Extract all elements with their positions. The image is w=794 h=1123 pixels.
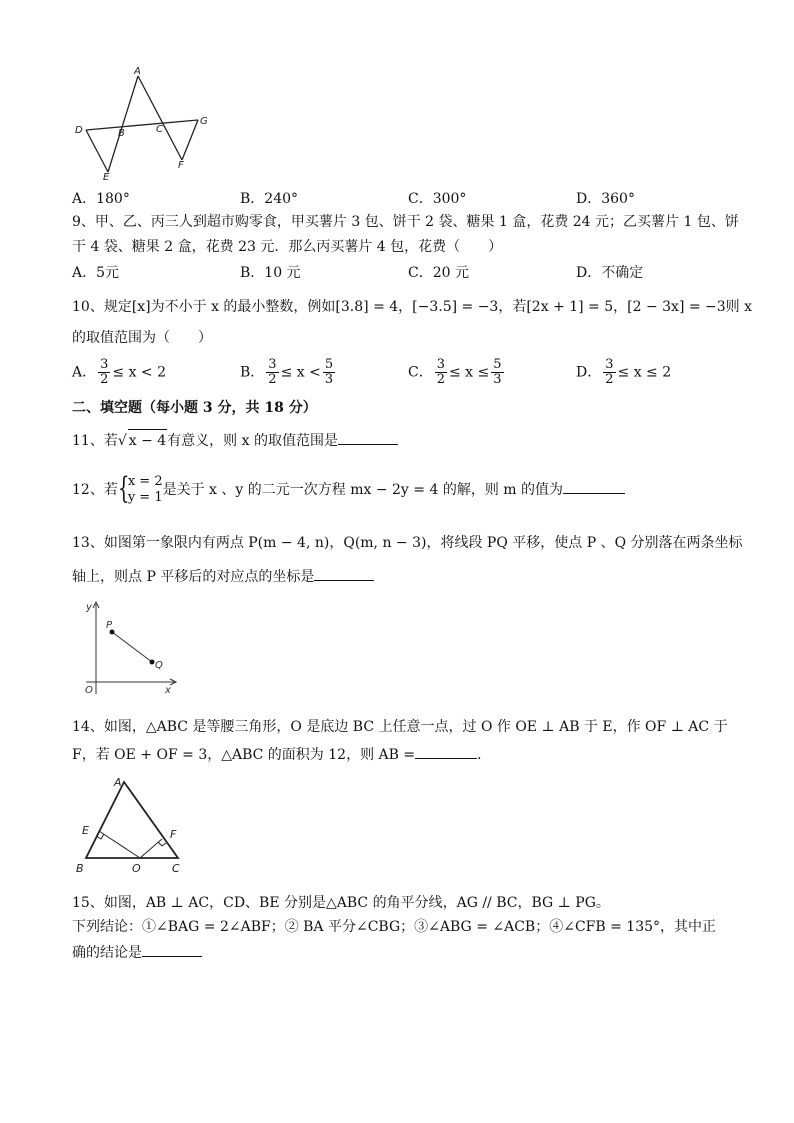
q11: 11、若√ x − 4有意义，则 x 的取值范围是 [72,429,398,452]
label-a: A [114,776,122,789]
q15-answer-blank[interactable] [142,942,202,957]
q15-line-2: 下列结论：①∠BAG = 2∠ABF；② BA 平分∠CBG；③∠ABG = ∠ACB；④∠CFB = 135°，其中正 [72,919,717,935]
label-f: F [178,160,184,171]
label-g: G [200,116,208,127]
q14-line-1: 14、如图，△ABC 是等腰三角形，O 是底边 BC 上任意一点，过 O 作 OE ⊥ AB 于 E，作 OF ⊥ AC 于 [72,719,728,735]
q12-eq-2: y = 1 [127,490,163,505]
label-c: C [172,862,180,875]
label-a: A [134,66,141,77]
q15-line-1: 15、如图，AB ⊥ AC，CD、BE 分别是△ABC 的角平分线，AG // BC，BG ⊥ PG。 [72,895,610,911]
q10-a-fraction [98,358,110,387]
q11-pre: 11、若 [72,433,118,449]
figure-q8 [70,64,220,180]
q12-eq-1: x = 2 [127,474,163,489]
figure-q14 [74,774,194,878]
segment-oe [99,831,140,858]
line-dg [86,120,198,130]
q12-post: 是关于 x 、y 的二元一次方程 mx − 2y = 4 的解，则 m 的值为 [162,482,563,498]
q12 [72,470,625,510]
q8-option-d[interactable]: D．360° [576,191,635,207]
q10-c-fraction-1 [435,358,447,387]
point-q [150,660,155,665]
q10-c-num2: 5 [493,357,502,372]
segment-pq [112,632,152,662]
q10-a-rest: ≤ x < 2 [112,364,167,381]
q15-line-3 [72,942,202,964]
label-b: B [118,128,125,139]
label-d: D [75,125,83,136]
q12-pre: 12、若 [72,482,118,498]
q14-line-2-pre: F，若 OE + OF = 3，△ABC 的面积为 12，则 AB = [72,747,416,763]
q10-b-den2: 3 [324,372,334,387]
q13-line-2-text: 轴上，则点 P 平移后的对应点的坐标是 [72,569,315,585]
label-e: E [103,172,110,180]
line-de [86,130,108,172]
q10-a-num: 3 [100,357,109,372]
q10-option-d[interactable] [576,358,671,387]
q10-d-rest: ≤ x ≤ 2 [617,364,672,381]
q8-options [72,188,732,210]
q10-c-prefix: C． [408,364,433,381]
q14-answer-blank[interactable] [415,744,477,759]
q10-options [72,358,732,392]
segment-of [140,839,162,858]
q14-line-2-post: ． [477,747,492,763]
triangle-abc [86,782,178,858]
q10-line-2: 的取值范围为（ ） [72,330,212,346]
q9-option-d[interactable]: D．不确定 [576,265,644,281]
label-q: Q [155,660,163,671]
q11-post: 有意义，则 x 的取值范围是 [167,433,338,449]
q9-option-a[interactable]: A．5元 [72,265,120,281]
q10-d-num: 3 [605,357,614,372]
label-e: E [82,824,89,837]
line-gf [182,120,198,160]
q10-b-prefix: B． [240,364,265,381]
q10-b-den: 2 [268,372,277,387]
q10-a-prefix: A． [72,364,97,381]
q14-line-2 [72,744,491,766]
q10-c-mid: ≤ x ≤ [449,364,490,381]
q9-option-c[interactable]: C．20 元 [408,265,469,281]
q15-line-3-text: 确的结论是 [72,945,142,961]
q10-c-den: 2 [436,372,445,387]
q9-line-2: 干 4 袋、糖果 2 盒，花费 23 元．那么丙买薯片 4 包，花费（ ） [72,239,503,255]
q9-option-b[interactable]: B．10 元 [240,265,301,281]
q10-c-den2: 3 [493,372,502,387]
label-f: F [170,828,177,841]
q12-answer-blank[interactable] [563,479,625,494]
q11-answer-blank[interactable] [338,430,398,445]
q10-c-fraction-2 [491,358,503,387]
label-o: O [85,685,93,696]
q11-radicand: x − 4 [128,429,167,452]
right-angle-f [158,842,166,846]
q10-a-den: 2 [100,372,109,387]
q10-b-num2: 5 [324,357,334,372]
label-b: B [76,862,84,875]
q13-line-1: 13、如图第一象限内有两点 P(m − 4, n)，Q(m, n − 3)，将线段 PQ 平移，使点 P 、Q 分别落在两条坐标 [72,535,743,551]
line-ae [108,76,138,172]
q12-equation-system: { x = 2 y = 1 [117,471,163,506]
section-heading: 二、填空题（每小题 3 分，共 18 分） [72,400,317,416]
q10-d-prefix: D． [576,364,602,381]
q8-option-c[interactable]: C．300° [408,191,467,207]
label-x: x [165,685,171,696]
q9-line-1: 9、甲、乙、丙三人到超市购零食，甲买薯片 3 包、饼干 2 袋、糖果 1 盒，花费 24 元；乙买薯片 1 包、饼 [72,214,739,230]
q10-line-1: 10、规定[x]为不小于 x 的最小整数，例如[3.8] = 4，[−3.5] = −3，若[2x + 1] = 5，[2 − 3x] = −3则 x [72,299,753,315]
q10-b-fraction-2 [323,358,335,387]
q8-option-b[interactable]: B．240° [240,191,299,207]
label-y: y [86,602,92,613]
line-af [138,76,182,160]
q10-option-c[interactable] [408,358,506,387]
label-p: P [106,620,113,631]
q10-d-fraction [603,358,615,387]
q10-b-mid: ≤ x < [280,364,321,381]
q10-c-num: 3 [436,357,445,372]
q10-b-fraction-1 [266,358,278,387]
q10-option-a[interactable] [72,358,166,387]
q10-option-b[interactable] [240,358,337,387]
label-o: O [132,862,141,875]
label-c: C [156,124,163,135]
q10-b-num: 3 [268,357,277,372]
figure-q13 [82,598,182,698]
q13-answer-blank[interactable] [314,566,374,581]
q8-option-a[interactable]: A．180° [72,191,130,207]
q9-options [72,262,732,284]
q13-line-2 [72,566,374,588]
q10-d-den: 2 [605,372,614,387]
